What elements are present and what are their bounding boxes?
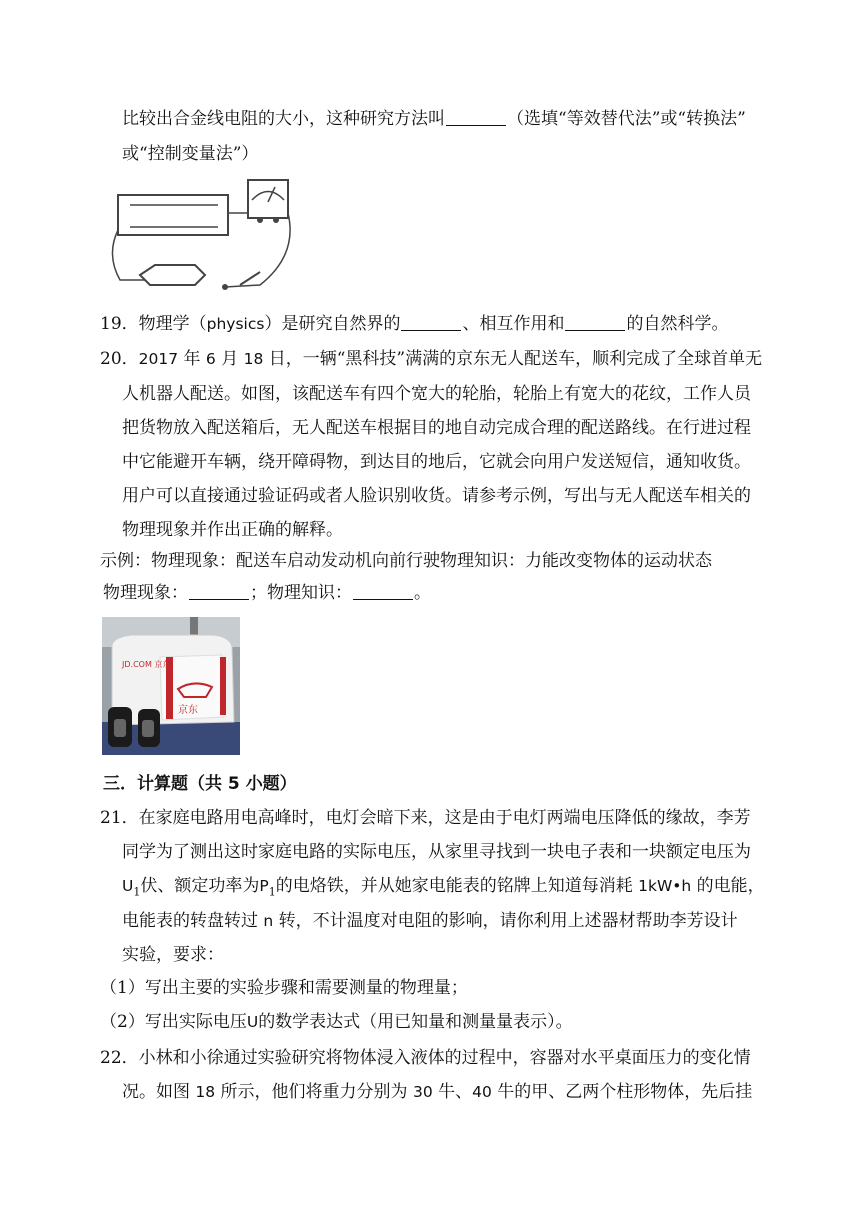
q21-text: 伏、额定功率为 bbox=[140, 876, 260, 896]
q20-line-5 bbox=[122, 484, 751, 508]
section-3-count: 5 bbox=[227, 774, 240, 794]
q18-line-1 bbox=[122, 107, 746, 131]
q20-blank-phenomenon[interactable] bbox=[189, 581, 249, 600]
q18-text-a: 比较出合金线电阻的大小，这种研究方法叫 bbox=[122, 109, 445, 129]
q22-weight-1: 30 bbox=[412, 1083, 433, 1101]
robot-side-text: JD.COM 京东 bbox=[122, 660, 171, 669]
q20-answer-label-knowledge: ；物理知识： bbox=[250, 583, 352, 603]
q21-number: 21． bbox=[100, 808, 139, 828]
q20-line-1 bbox=[100, 347, 762, 371]
q20-line-4 bbox=[122, 450, 751, 474]
q21-line-1 bbox=[100, 806, 751, 830]
q18-text-c: 或“控制变量法”） bbox=[122, 144, 259, 164]
q19-blank-2[interactable] bbox=[565, 312, 625, 331]
q20-blank-knowledge[interactable] bbox=[353, 581, 413, 600]
q21-subq-1-text: 写出主要的实验步骤和需要测量的物理量； bbox=[144, 978, 468, 998]
q21-text: 的电能， bbox=[696, 876, 765, 896]
q21-u1-sub: 1 bbox=[133, 885, 141, 899]
q20-month: 6 bbox=[205, 350, 216, 368]
q20-text: 人机器人配送。如图，该配送车有四个宽大的轮胎，轮胎上有宽大的花纹，工作人员 bbox=[122, 384, 751, 404]
q19-number: 19． bbox=[100, 314, 139, 334]
q21-n: n bbox=[263, 912, 274, 930]
q20-example bbox=[100, 549, 712, 573]
q22-figure-number: 18 bbox=[195, 1083, 216, 1101]
q21-text: 实验，要求： bbox=[122, 945, 224, 965]
section-3-title-b: 小题） bbox=[245, 774, 297, 794]
q21-text: 的电烙铁，并从她家电能表的铭牌上知道每消耗 bbox=[275, 876, 633, 896]
q20-example-text: 示例：物理现象：配送车启动发动机向前行驶物理知识：力能改变物体的运动状态 bbox=[100, 551, 712, 571]
q20-line-3 bbox=[122, 416, 751, 440]
q22-text: 所示，他们将重力分别为 bbox=[220, 1082, 408, 1102]
q22-text: 牛、 bbox=[438, 1082, 473, 1102]
q20-text: 用户可以直接通过验证码或者人脸识别收货。请参考示例，写出与无人配送车相关的 bbox=[122, 486, 751, 506]
q20-number: 20． bbox=[100, 349, 139, 369]
q19-text-c: 、相互作用和 bbox=[462, 314, 565, 334]
q21-subq-2 bbox=[100, 1010, 573, 1034]
q22-text: 小林和小徐通过实验研究将物体浸入液体的过程中，容器对水平桌面压力的变化情 bbox=[138, 1048, 751, 1068]
q21-line-2 bbox=[122, 840, 751, 864]
q21-u: U bbox=[246, 1013, 259, 1031]
q21-line-5 bbox=[122, 943, 224, 967]
q21-subq-2-text: 的数学表达式（用已知量和测量量表示）。 bbox=[258, 1012, 573, 1032]
section-3-heading bbox=[103, 772, 297, 796]
q20-text: 日，一辆“黑科技”满满的京东无人配送车，顺利完成了全球首单无 bbox=[268, 349, 763, 369]
q18-line-2 bbox=[122, 142, 258, 166]
battery-box bbox=[140, 265, 205, 285]
q19-line bbox=[100, 312, 728, 336]
q22-text: 况。如图 bbox=[122, 1082, 190, 1102]
q21-subq-1-number: （1） bbox=[100, 978, 145, 998]
delivery-robot-photo bbox=[102, 617, 240, 755]
q20-answer-end: 。 bbox=[414, 583, 431, 603]
q19-blank-1[interactable] bbox=[401, 312, 461, 331]
q21-p1: P bbox=[259, 877, 269, 895]
q18-text-b: （选填“等效替代法”或“转换法” bbox=[507, 109, 746, 129]
q19-text-a: 物理学（ bbox=[138, 314, 207, 334]
q20-text: 月 bbox=[221, 349, 239, 369]
q19-text-b: ）是研究自然界的 bbox=[264, 314, 401, 334]
q20-text: 中它能避开车辆，绕开障碍物，到达目的地后，它就会向用户发送短信，通知收货。 bbox=[122, 452, 751, 472]
resistor-board bbox=[118, 195, 228, 235]
q20-text: 年 bbox=[183, 349, 201, 369]
q20-year: 2017 bbox=[138, 350, 179, 368]
q19-text-d: 的自然科学。 bbox=[626, 314, 729, 334]
q21-line-4 bbox=[122, 909, 738, 933]
q21-subq-1 bbox=[100, 976, 468, 1000]
q22-line-1 bbox=[100, 1046, 751, 1070]
q21-text: 在家庭电路用电高峰时，电灯会暗下来，这是由于电灯两端电压降低的缘故，李芳 bbox=[138, 808, 751, 828]
q18-blank[interactable] bbox=[446, 107, 506, 126]
q21-subq-2-text: 写出实际电压 bbox=[144, 1012, 247, 1032]
section-3-title-a: 三．计算题（共 bbox=[103, 774, 222, 794]
q20-answer-label-phenomenon: 物理现象： bbox=[103, 583, 188, 603]
q22-number: 22． bbox=[100, 1048, 139, 1068]
q21-p1-sub: 1 bbox=[268, 885, 276, 899]
q19-physics: physics bbox=[206, 315, 265, 333]
q20-line-6 bbox=[122, 518, 343, 542]
q21-line-3 bbox=[122, 874, 765, 904]
q20-line-2 bbox=[122, 382, 751, 406]
q20-text: 把货物放入配送箱后，无人配送车根据目的地自动完成合理的配送路线。在行进过程 bbox=[122, 418, 751, 438]
q22-text: 牛的甲、乙两个柱形物体，先后挂 bbox=[497, 1082, 753, 1102]
q21-kwh: 1kW•h bbox=[638, 877, 692, 895]
circuit-diagram-figure bbox=[100, 175, 300, 300]
q22-line-2 bbox=[122, 1080, 752, 1104]
q21-text: 转，不计温度对电阻的影响，请你利用上述器材帮助李芳设计 bbox=[278, 911, 738, 931]
robot-logo-text: 京东 bbox=[178, 705, 198, 716]
q20-text: 物理现象并作出正确的解释。 bbox=[122, 520, 343, 540]
q21-u1: U bbox=[122, 877, 134, 895]
q20-day: 18 bbox=[243, 350, 264, 368]
q21-text: 电能表的转盘转过 bbox=[122, 911, 258, 931]
q21-text: 同学为了测出这时家庭电路的实际电压，从家里寻找到一块电子表和一块额定电压为 bbox=[122, 842, 751, 862]
q22-weight-2: 40 bbox=[472, 1083, 492, 1101]
q21-subq-2-number: （2） bbox=[100, 1012, 145, 1032]
q20-answer-line bbox=[103, 581, 431, 605]
